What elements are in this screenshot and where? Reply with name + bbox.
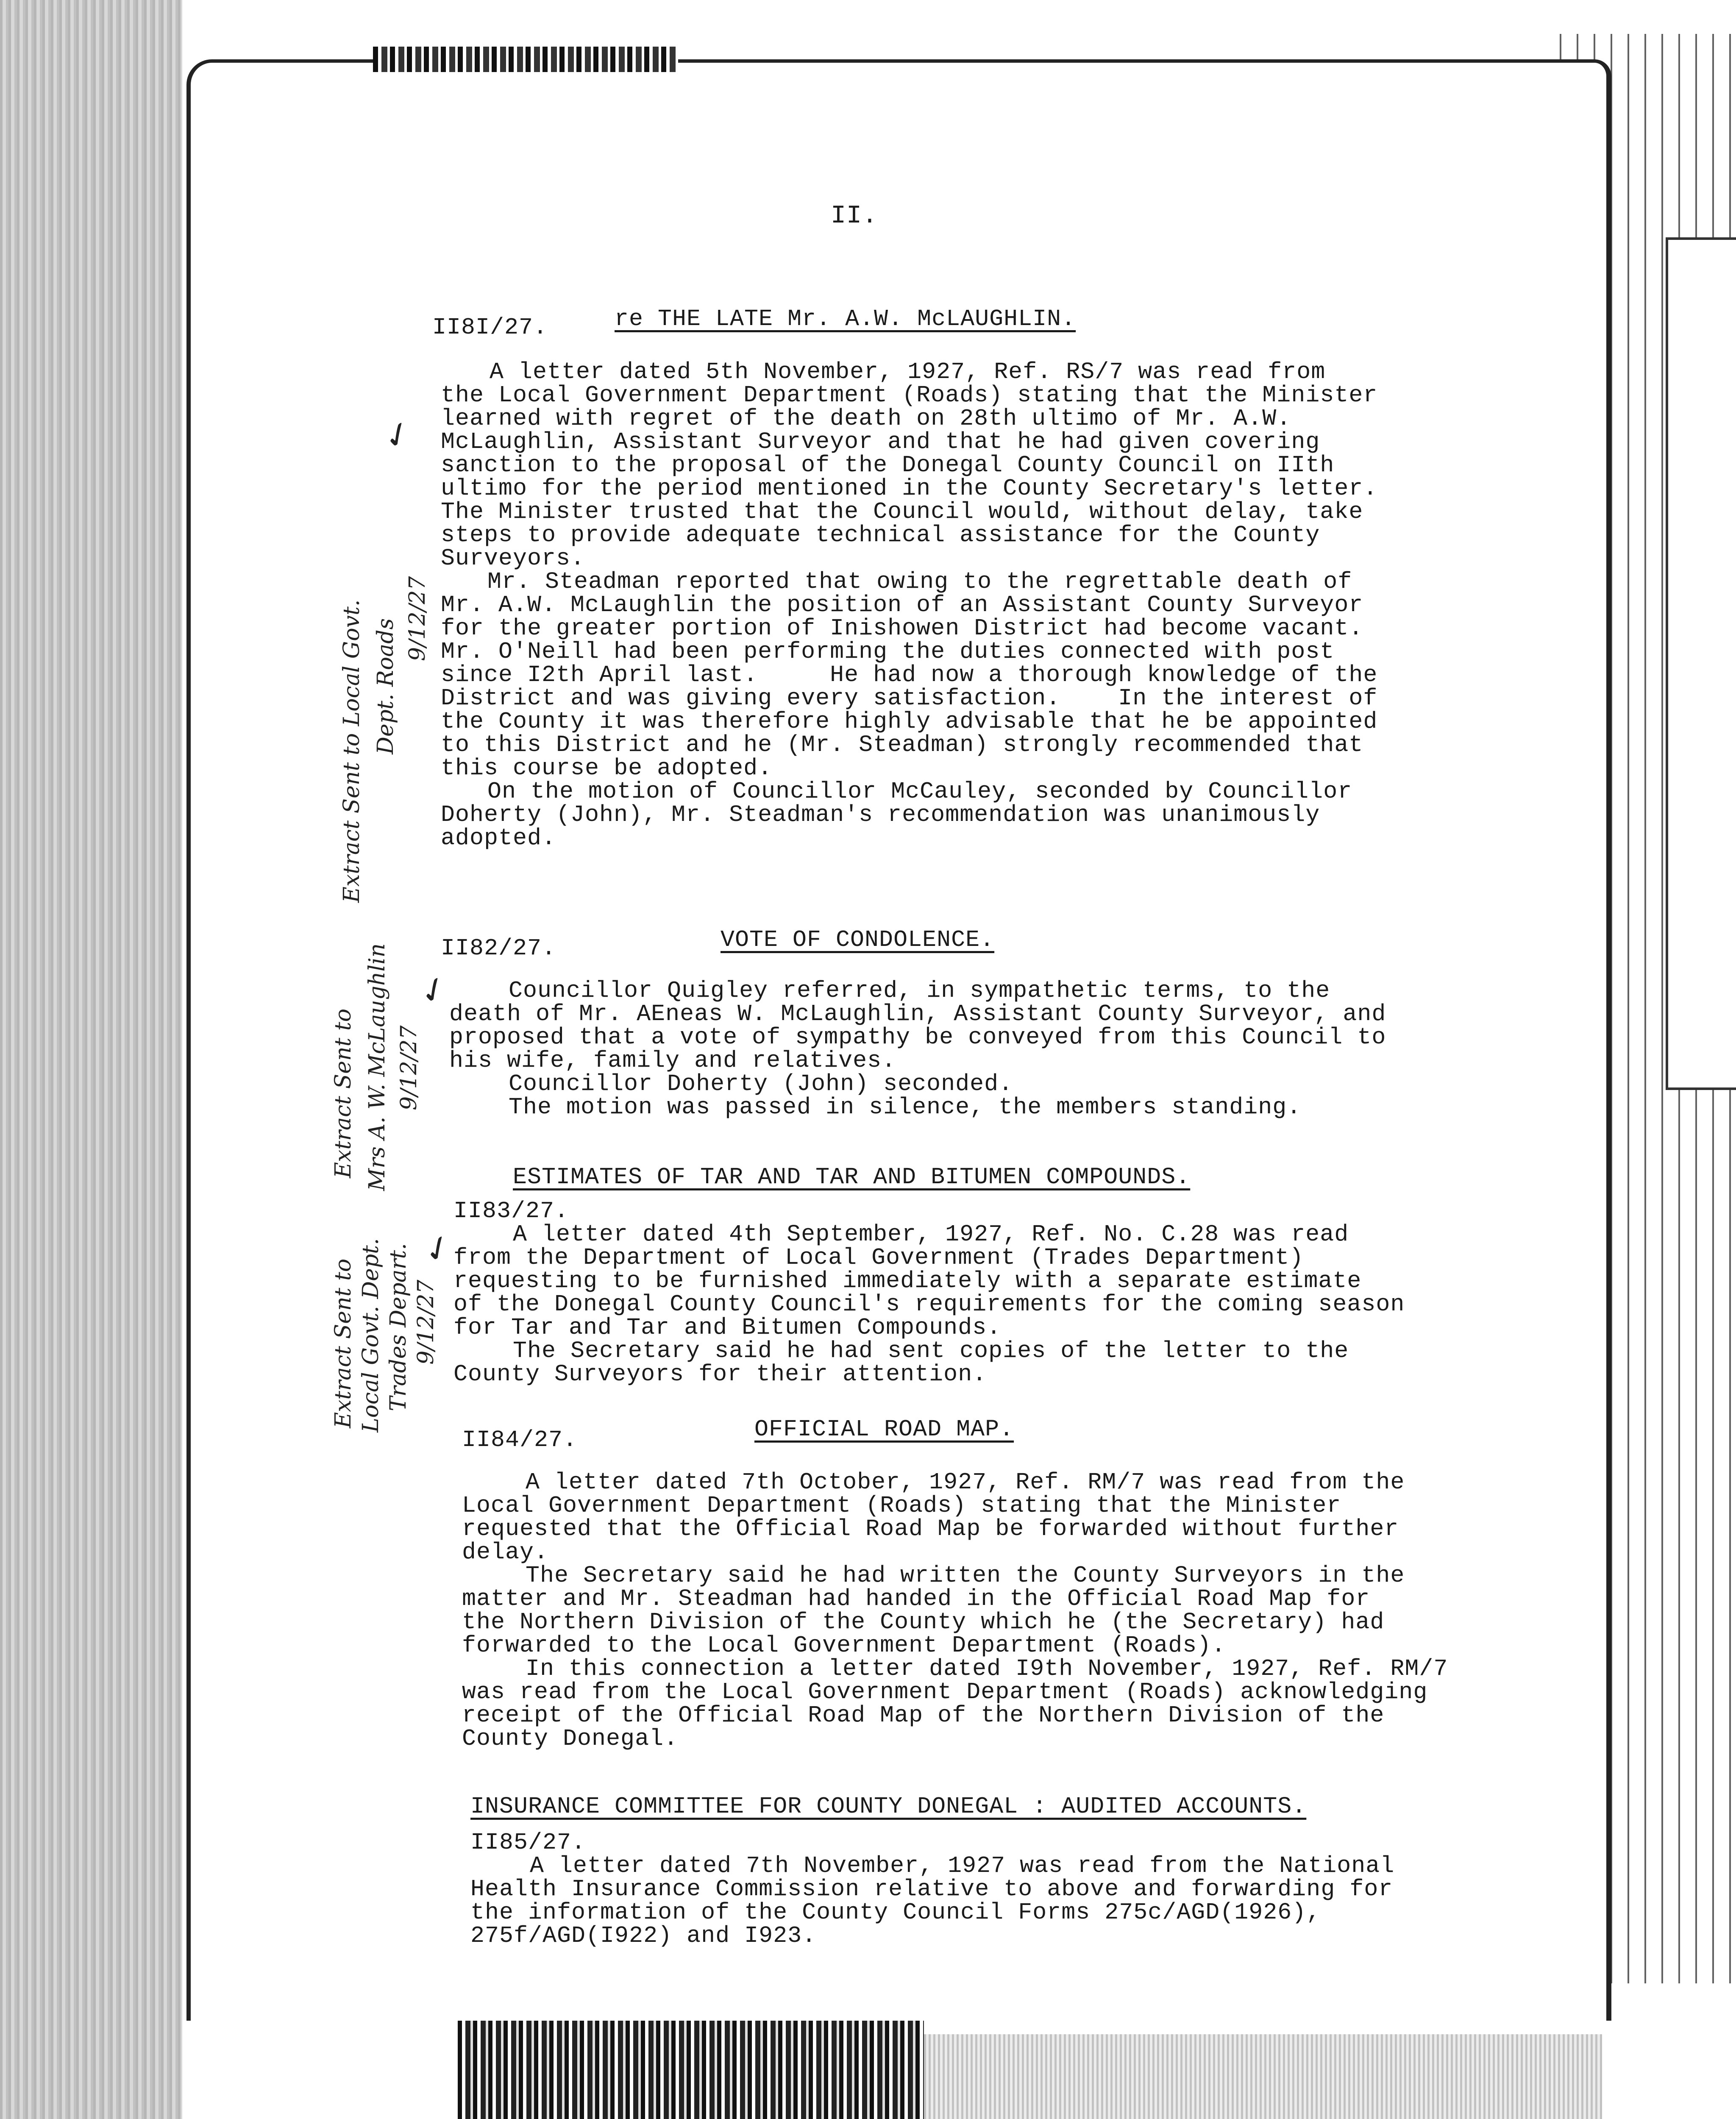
paragraph-line: for the greater portion of Inishowen District had become vacant.	[441, 615, 1363, 642]
margin-note-line: 9/12/27	[405, 576, 430, 661]
item-heading: VOTE OF CONDOLENCE.	[721, 926, 995, 953]
paragraph-line: The Minister trusted that the Council would, without delay, take	[441, 498, 1363, 525]
margin-note-line: Extract Sent to Local Govt.	[339, 599, 364, 903]
paragraph-line: this course be adopted.	[441, 755, 773, 781]
item-heading: ESTIMATES OF TAR AND TAR AND BITUMEN COMPOUNDS.	[513, 1164, 1191, 1190]
paragraph-line: On the motion of Councillor McCauley, seconded by Councillor	[487, 778, 1352, 805]
paragraph-line: ultimo for the period mentioned in the County Secretary's letter.	[441, 475, 1378, 502]
paragraph-line: A letter dated 5th November, 1927, Ref. RS/7 was read from	[490, 359, 1326, 385]
page-number: II.	[831, 202, 878, 231]
paragraph-line: for Tar and Tar and Bitumen Compounds.	[453, 1314, 1002, 1341]
paragraph-line: the County it was therefore highly advisable that he be appointed	[441, 708, 1378, 735]
paragraph-line: Local Government Department (Roads) stating that the Minister	[462, 1492, 1341, 1519]
paragraph-line: the information of the County Council Forms 275c/AGD(1926),	[470, 1899, 1321, 1926]
item-number: II84/27.	[462, 1427, 578, 1453]
paragraph-line: from the Department of Local Government (Trades Department)	[453, 1244, 1304, 1271]
paragraph-line: Mr. A.W. McLaughlin the position of an Assistant County Surveyor	[441, 592, 1363, 618]
paragraph-line: A letter dated 4th September, 1927, Ref. No. C.28 was read	[513, 1221, 1349, 1248]
margin-note-line: Dept. Roads	[373, 618, 398, 754]
paragraph-line: A letter dated 7th October, 1927, Ref. RM/7 was read from the	[526, 1469, 1405, 1496]
paragraph-line: to this District and he (Mr. Steadman) strongly recommended that	[441, 731, 1363, 758]
item-number: II85/27.	[470, 1829, 586, 1856]
paragraph-line: since I2th April last. He had now a thorough knowledge of the	[441, 662, 1378, 688]
paragraph-line: Mr. Steadman reported that owing to the regrettable death of	[487, 568, 1352, 595]
margin-note-line: Extract Sent to	[331, 1258, 356, 1428]
paragraph-line: death of Mr. AEneas W. McLaughlin, Assistant County Surveyor, and	[449, 1001, 1386, 1027]
margin-note-line: Trades Depart.	[386, 1243, 411, 1411]
check-mark-icon: ✓	[412, 966, 455, 1014]
paragraph-line: sanction to the proposal of the Donegal County Council on IIth	[441, 452, 1335, 478]
paragraph-line: The Secretary said he had written the County Surveyors in the	[526, 1562, 1405, 1589]
paragraph-line: Councillor Doherty (John) seconded.	[509, 1071, 1013, 1097]
item-heading: re THE LATE Mr. A.W. McLAUGHLIN.	[615, 306, 1076, 332]
paragraph-line: Councillor Quigley referred, in sympathetic terms, to the	[509, 977, 1330, 1004]
item-heading: INSURANCE COMMITTEE FOR COUNTY DONEGAL : AUDITED ACCOUNTS.	[470, 1793, 1307, 1820]
paragraph-line: matter and Mr. Steadman had handed in the Official Road Map for	[462, 1585, 1370, 1612]
margin-note-line: Mrs A. W. McLaughlin	[364, 943, 390, 1191]
paragraph-line: The Secretary said he had sent copies of the letter to the	[513, 1338, 1349, 1364]
paragraph-line: the Local Government Department (Roads) stating that the Minister	[441, 382, 1378, 409]
paragraph-line: Mr. O'Neill had been performing the duties connected with post	[441, 638, 1335, 665]
paragraph-line: District and was giving every satisfaction. In the interest of	[441, 685, 1378, 712]
paragraph-line: Doherty (John), Mr. Steadman's recommendation was unanimously	[441, 801, 1320, 828]
check-mark-icon: ✓	[376, 411, 419, 459]
paragraph-line: requested that the Official Road Map be forwarded without further	[462, 1516, 1399, 1542]
paragraph-line: receipt of the Official Road Map of the Northern Division of the	[462, 1702, 1385, 1729]
paragraph-line: McLaughlin, Assistant Surveyor and that he had given covering	[441, 428, 1320, 455]
paragraph-line: adopted.	[441, 825, 556, 851]
scanner-left-edge	[0, 0, 182, 2119]
paragraph-line: the Northern Division of the County which he (the Secretary) had	[462, 1609, 1385, 1635]
paragraph-line: delay.	[462, 1539, 549, 1566]
item-heading: OFFICIAL ROAD MAP.	[754, 1416, 1014, 1443]
item-number: II8I/27.	[432, 314, 548, 341]
margin-note-line: Extract Sent to	[331, 1008, 356, 1178]
paragraph-line: of the Donegal County Council's requirements for the coming season	[453, 1291, 1405, 1318]
paragraph-line: Surveyors.	[441, 545, 585, 572]
paragraph-line: forwarded to the Local Government Department (Roads).	[462, 1632, 1226, 1659]
paragraph-line: The motion was passed in silence, the members standing.	[509, 1094, 1302, 1121]
margin-note-line: Local Govt. Dept.	[358, 1238, 384, 1432]
paragraph-line: A letter dated 7th November, 1927 was read from the National	[530, 1852, 1395, 1879]
paragraph-line: learned with regret of the death on 28th ultimo of Mr. A.W.	[441, 405, 1291, 432]
paragraph-line: Health Insurance Commission relative to above and forwarding for	[470, 1876, 1393, 1902]
margin-note-line: 9/12/27	[396, 1025, 422, 1110]
paragraph-line: County Donegal.	[462, 1725, 679, 1752]
paragraph-line: In this connection a letter dated I9th November, 1927, Ref. RM/7	[526, 1655, 1448, 1682]
item-number: II82/27.	[441, 935, 556, 962]
scanner-bottom-edge	[924, 2034, 1602, 2119]
binding-top	[373, 47, 678, 72]
paragraph-line: County Surveyors for their attention.	[453, 1361, 987, 1388]
paragraph-line: proposed that a vote of sympathy be conveyed from this Council to	[449, 1024, 1386, 1051]
paragraph-line: his wife, family and relatives.	[449, 1047, 896, 1074]
paragraph-line: 275f/AGD(I922) and I923.	[470, 1922, 817, 1949]
check-mark-icon: ✓	[417, 1225, 459, 1273]
tab-marker	[1666, 237, 1736, 1090]
margin-note-line: 9/12/27	[413, 1279, 439, 1365]
paragraph-line: requesting to be furnished immediately with a separate estimate	[453, 1268, 1362, 1294]
paragraph-line: steps to provide adequate technical assistance for the County	[441, 522, 1320, 548]
item-number: II83/27.	[453, 1198, 569, 1224]
paragraph-line: was read from the Local Government Department (Roads) acknowledging	[462, 1679, 1428, 1705]
